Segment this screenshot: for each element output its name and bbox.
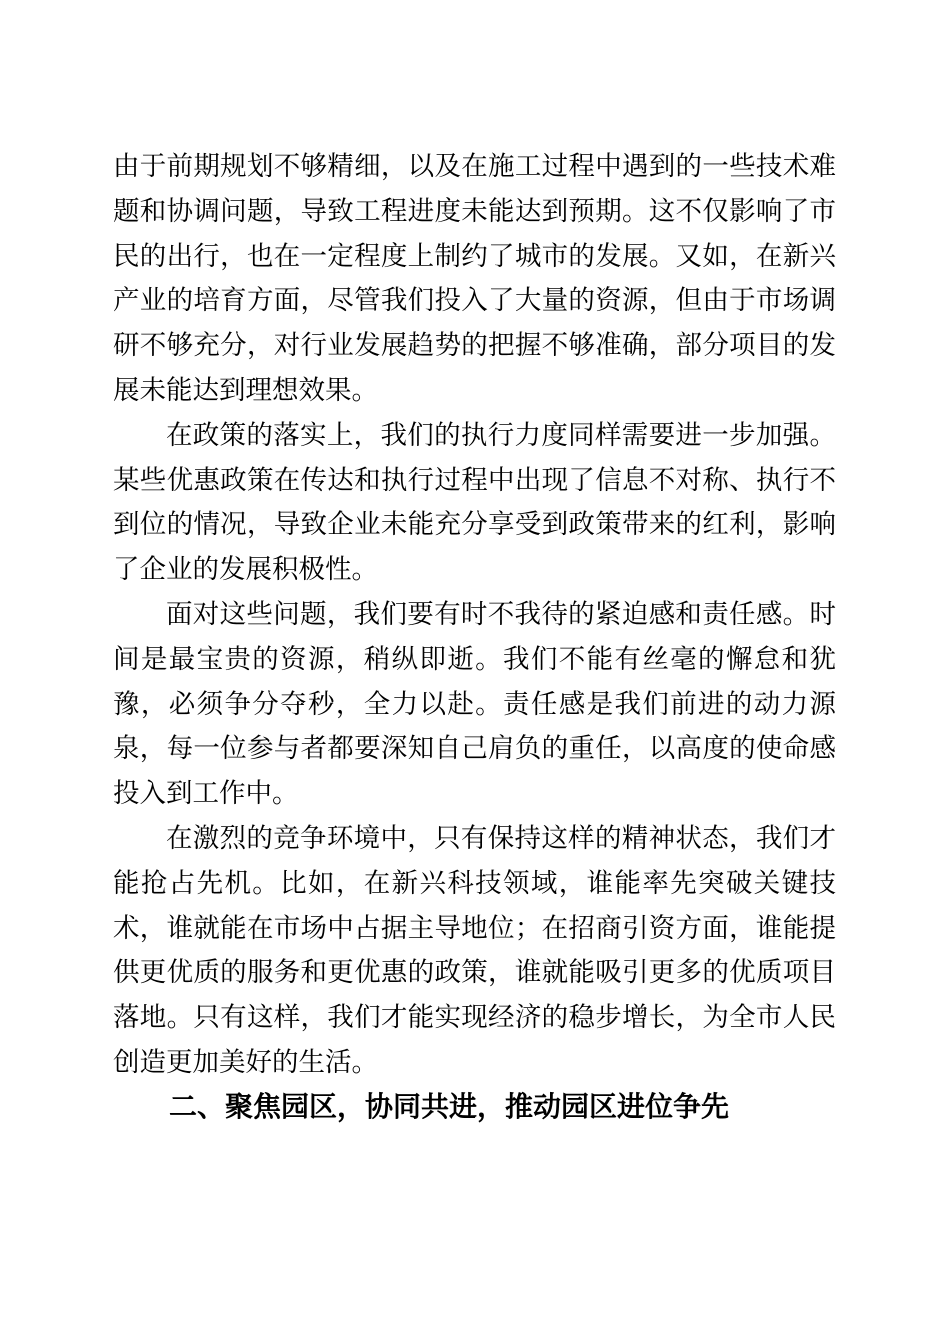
section-heading: 二、聚焦园区，协同共进，推动园区进位争先 [169,1090,730,1122]
body-paragraph-continued: 由于前期规划不够精细，以及在施工过程中遇到的一些技术难题和协调问题，导致工程进度未能达到预期。这不仅影响了市民的出行，也在一定程度上制约了城市的发展。又如，在新兴产业的培育方面，尽管我们投入了大量的资源，但由于市场调研不够充分，对行业发展趋势的把握不够准确，部分项目的发展未能达到理想效果。 [113,151,836,405]
body-paragraph: 在政策的落实上，我们的执行力度同样需要进一步加强。某些优惠政策在传达和执行过程中出现了信息不对称、执行不到位的情况，导致企业未能充分享受到政策带来的红利，影响了企业的发展积极性。 [113,419,836,585]
body-paragraph: 面对这些问题，我们要有时不我待的紧迫感和责任感。时间是最宝贵的资源，稍纵即逝。我们不能有丝毫的懈怠和犹豫，必须争分夺秒，全力以赴。责任感是我们前进的动力源泉，每一位参与者都要深知自己肩负的重任，以高度的使命感投入到工作中。 [113,598,836,809]
body-paragraph: 在激烈的竞争环境中，只有保持这样的精神状态，我们才能抢占先机。比如，在新兴科技领域，谁能率先突破关键技术，谁就能在市场中占据主导地位；在招商引资方面，谁能提供更优质的服务和更优惠的政策，谁就能吸引更多的优质项目落地。只有这样，我们才能实现经济的稳步增长，为全市人民创造更加美好的生活。 [113,822,836,1077]
